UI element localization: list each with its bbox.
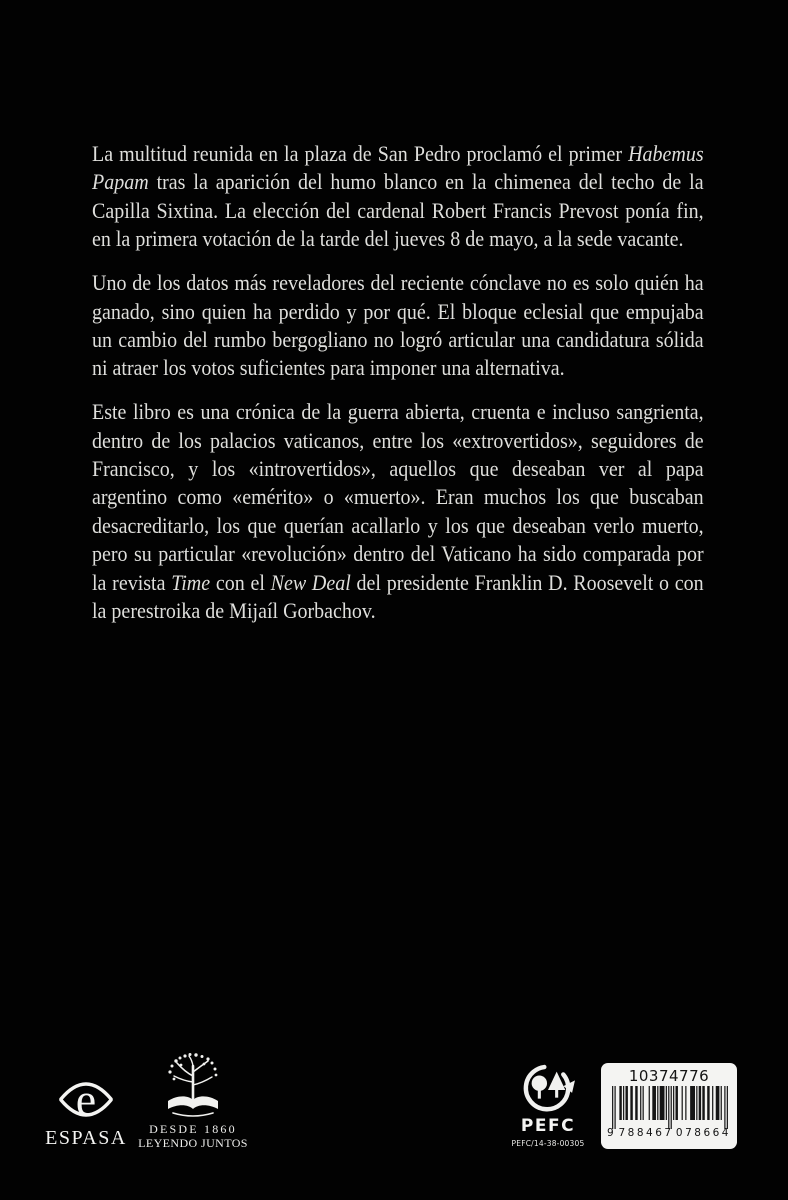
pefc-license-number: PEFC/14-38-00305	[511, 1139, 585, 1148]
back-cover-text	[92, 140, 704, 641]
pefc-trees-icon	[519, 1063, 577, 1080]
isbn-prefix-digit: 9	[607, 1127, 617, 1139]
paragraph: La multitud reunida en la plaza de San Pedro proclamó el primer Habemus Papam tras la aparición del humo blanco en la chimenea del techo de la Capilla Sixtina. La elección del cardenal Robert Francis Prevost ponía fin, en la primera votación de la tarde del jueves 8 de mayo, a la sede vacante.	[92, 141, 704, 252]
imprint-tagline-line1: DESDE 1860	[149, 1122, 237, 1136]
pefc-certification-group	[510, 1063, 586, 1148]
imprint-tagline-line2: LEYENDO JUNTOS	[138, 1136, 248, 1150]
isbn-group2: 078664	[675, 1127, 731, 1139]
espasa-eye-logo-icon	[58, 1074, 114, 1124]
espasa-logo-group	[41, 1074, 131, 1150]
espasa-wordmark: ESPASA	[45, 1127, 127, 1149]
barcode-top-number: 10374776	[628, 1067, 710, 1085]
paragraph: Uno de los datos más reveladores del reciente cónclave no es solo quién ha ganado, sino quien ha perdido y por qué. El bloque eclesial que empujaba un cambio del rumbo bergogliano no logró articular una candidatura sólida ni atraer los votos suficientes para imponer una alternativa.	[92, 270, 704, 381]
isbn-digits	[607, 1127, 731, 1139]
isbn-group1: 788467	[618, 1127, 674, 1139]
pefc-wordmark: PEFC	[520, 1116, 576, 1136]
barcode-sticker	[601, 1063, 737, 1149]
paragraph: Este libro es una crónica de la guerra abierta, cruenta e incluso sangrienta, dentro de los palacios vaticanos, entre los «extrovertidos», seguidores de Francisco, y los «introvertidos», aquellos que deseaban ver al papa argentino como «emérito» o «muerto». Eran muchos los que buscaban desacreditarlo, los que querían acallarlo y los que deseaban verlo muerto, pero su particular «revolución» dentro del Vaticano ha sido comparada por la revista Time con el New Deal del presidente Franklin D. Roosevelt o con la perestroika de Mijaíl Gorbachov.	[92, 399, 704, 624]
tree-book-icon	[164, 1052, 222, 1069]
barcode-bars-icon	[611, 1086, 729, 1130]
publisher-imprint-group	[133, 1052, 253, 1150]
svg-text:e: e	[75, 1074, 97, 1124]
